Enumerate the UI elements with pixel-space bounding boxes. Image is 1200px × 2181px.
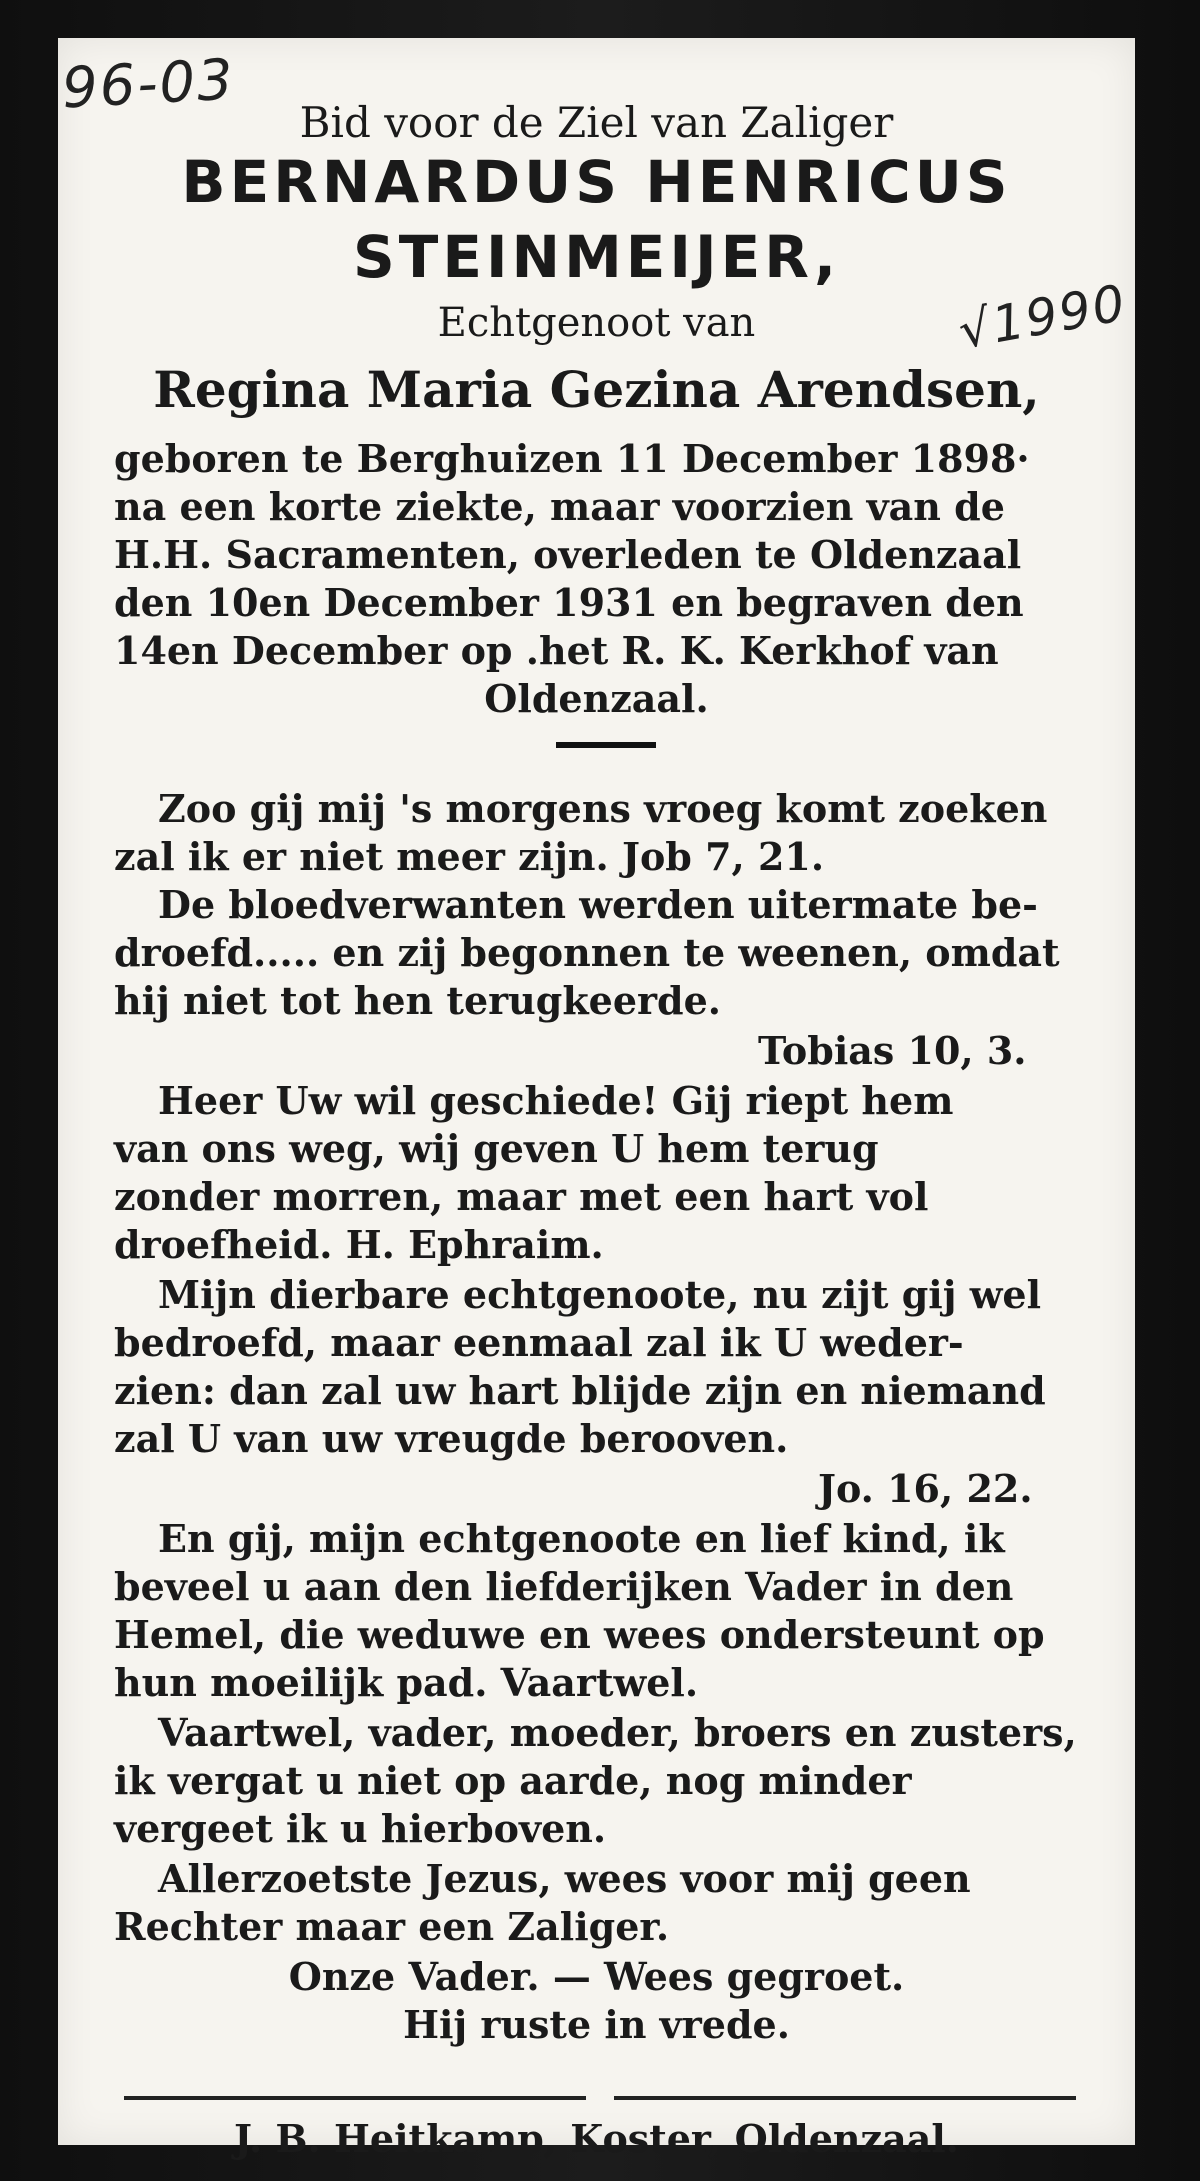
verse-line: zal U van uw vreugde berooven.	[114, 1416, 789, 1461]
verse-line: Allerzoetste Jezus, wees voor mij geen	[158, 1856, 971, 1901]
verse-line: Jo. 16, 22.	[818, 1466, 1033, 1511]
verse-line: Rechter maar een Zaliger.	[114, 1904, 670, 1949]
bio-line: 14en December op .het R. K. Kerkhof van	[114, 628, 999, 673]
footer-rule-left	[124, 2096, 586, 2100]
verse-line: ik vergat u niet op aarde, nog minder	[114, 1758, 912, 1803]
bio-line: H.H. Sacramenten, overleden te Oldenzaal	[114, 532, 1022, 577]
verse-line: vergeet ik u hierboven.	[114, 1806, 607, 1851]
verse-line: zien: dan zal uw hart blijde zijn en niemand	[114, 1368, 1046, 1413]
spouse-name: Regina Maria Gezina Arendsen,	[153, 360, 1040, 419]
verse-line: bedroefd, maar eenmaal zal ik U weder-	[114, 1320, 964, 1365]
deceased-name-line1: BERNARDUS HENRICUS	[181, 148, 1012, 216]
bio-line: geboren te Berghuizen 11 December 1898·	[114, 436, 1030, 481]
separator-dash	[556, 742, 656, 748]
verse-line: Hemel, die weduwe en wees ondersteunt op	[114, 1612, 1045, 1657]
verse-line: Zoo gij mij 's morgens vroeg komt zoeken	[158, 786, 1048, 831]
bio-line: Oldenzaal.	[484, 676, 709, 721]
bio-line: den 10en December 1931 en begraven den	[114, 580, 1024, 625]
verse-line: De bloedverwanten werden uitermate be-	[158, 882, 1038, 927]
verse-line: beveel u aan den liefderijken Vader in den	[114, 1564, 1014, 1609]
verse-line: En gij, mijn echtgenoote en lief kind, ik	[158, 1516, 1005, 1561]
spouse-intro: Echtgenoot van	[437, 300, 756, 346]
verse-line: zonder morren, maar met een hart vol	[114, 1174, 929, 1219]
verse-line: droefd..... en zij begonnen te weenen, omdat	[114, 930, 1060, 975]
memorial-card	[58, 38, 1135, 2161]
verse-line: hun moeilijk pad. Vaartwel.	[114, 1660, 699, 1705]
handwritten-check-mark: √1990	[954, 273, 1131, 361]
verse-line: Hij ruste in vrede.	[403, 2002, 790, 2047]
deceased-name-line2: STEINMEIJER,	[353, 223, 840, 291]
footer-rule-right	[614, 2096, 1076, 2100]
verse-line: Mijn dierbare echtgenoote, nu zijt gij wel	[158, 1272, 1042, 1317]
verse-line: zal ik er niet meer zijn. Job 7, 21.	[114, 834, 825, 879]
intro-line: Bid voor de Ziel van Zaliger	[299, 98, 894, 147]
handwritten-reference: 96-03	[60, 47, 237, 122]
bio-line: na een korte ziekte, maar voorzien van de	[114, 484, 1005, 529]
verse-line: droefheid. H. Ephraim.	[114, 1222, 604, 1267]
verse-line: Vaartwel, vader, moeder, broers en zusters,	[158, 1710, 1077, 1755]
verse-line: Heer Uw wil geschiede! Gij riept hem	[158, 1078, 954, 1123]
verse-line: Tobias 10, 3.	[758, 1028, 1027, 1073]
verse-line: Onze Vader. — Wees gegroet.	[288, 1954, 905, 1999]
verse-line: van ons weg, wij geven U hem terug	[114, 1126, 879, 1171]
verse-line: hij niet tot hen terugkeerde.	[114, 978, 722, 1023]
printer-credit: J. B. Heitkamp, Koster, Oldenzaal.	[233, 2116, 960, 2161]
